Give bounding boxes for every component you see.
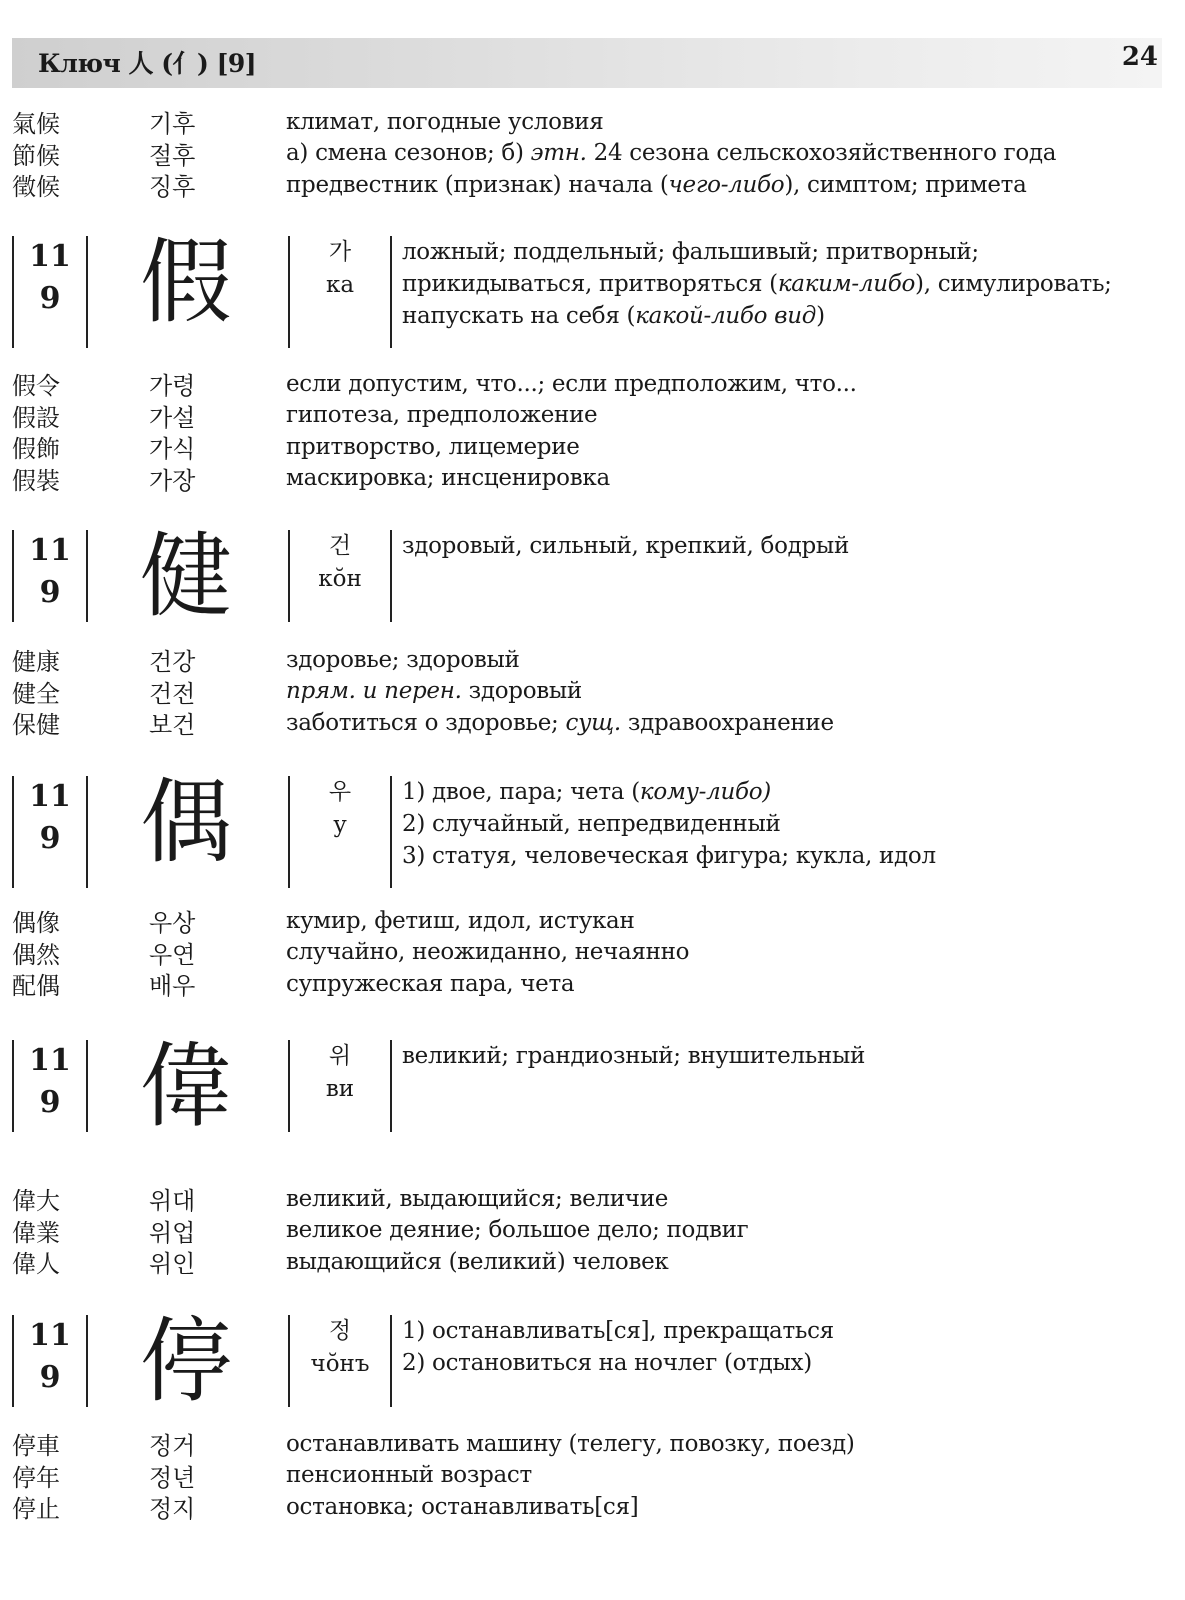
compound-hanja: 保健 [12,711,60,740]
stroke-counts [12,776,88,888]
text-part: а) смена сезонов; б) [286,140,531,167]
character-meanings [402,530,849,562]
text-part: здоровый, сильный, крепкий, бодрый [402,533,849,559]
text-part: ложный; поддельный; фальшивый; притворный; [402,239,979,265]
character-entry [12,1308,1162,1415]
stroke-total: 11 [29,779,71,814]
text-part: ), симулировать; [915,271,1112,297]
compound-hangul: 정년 [149,1463,196,1492]
compound-word-row [12,905,1162,937]
compound-hangul: 징후 [149,173,196,202]
text-part: случайно, неожиданно, нечаянно [286,939,690,966]
compound-hangul: 건강 [149,648,196,677]
reading-cyrillic: у [333,812,347,838]
text-part: притворство, лицемерие [286,433,580,460]
stroke-total: 11 [29,1318,71,1353]
text-part: остановка; останавливать[ся] [286,1493,639,1520]
reading-hangul: 건 [328,533,352,559]
character-entry [12,523,1162,630]
compound-word-row [12,1183,1162,1215]
compound-word-row [12,1215,1162,1247]
stroke-counts [12,530,88,622]
meaning-line [402,1040,865,1072]
compound-hanja: 氣候 [12,110,60,139]
compound-hanja: 健康 [12,648,60,677]
reading-hangul: 가 [328,239,352,265]
compound-hangul: 보건 [149,711,196,740]
compound-hangul: 가장 [149,466,196,495]
compound-meaning [286,402,1162,428]
character-reading [288,776,392,888]
compound-hangul: 절후 [149,141,196,170]
compound-word-row [12,707,1162,739]
compound-meaning [286,434,1162,460]
character-meanings [402,1040,865,1072]
compound-word-row [12,1246,1162,1278]
headword-character: 偶 [140,769,233,876]
compound-meaning [286,710,1162,736]
compound-meaning [286,1462,1162,1488]
compound-meaning [286,939,1162,965]
meaning-line [402,840,936,872]
compound-hangul: 기후 [149,110,196,139]
stroke-extra: 9 [39,821,61,856]
text-part: маскировка; инсценировка [286,465,610,492]
compound-word-row [12,644,1162,676]
compound-hanja: 徵候 [12,173,60,202]
compound-hanja: 停年 [12,1463,60,1492]
compound-hanja: 停止 [12,1495,60,1524]
meaning-line [402,300,1112,332]
text-part: великое деяние; большое дело; подвиг [286,1217,749,1244]
compound-hangul: 건전 [149,679,196,708]
text-part: предвестник (признак) начала ( [286,171,669,198]
text-part: 3) статуя, человеческая фигура; кукла, идол [402,843,936,869]
compound-hanja: 假令 [12,372,60,401]
headword-character: 停 [140,1308,233,1415]
compound-hangul: 가식 [149,435,196,464]
text-part: ) [816,303,825,329]
italic-note: прям. и перен. [286,678,462,705]
text-part: выдающийся (великий) человек [286,1248,669,1275]
compound-word-list [12,368,1162,494]
text-part: останавливать машину (телегу, повозку, поезд) [286,1430,855,1457]
text-part: напускать на себя ( [402,303,636,329]
text-part: пенсионный возраст [286,1462,532,1489]
text-part: великий, выдающийся; величие [286,1185,669,1212]
text-part: заботиться о здоровье; [286,709,566,736]
italic-note: каким-либо [777,271,916,297]
compound-meaning [286,1186,1162,1212]
compound-word-list [12,106,1162,201]
reading-cyrillic: кŏн [318,566,362,592]
headword-character: 健 [140,523,233,630]
compound-hangul: 우상 [149,909,196,938]
compound-hanja: 假裝 [12,466,60,495]
compound-word-row [12,1491,1162,1523]
compound-hangul: 우연 [149,940,196,969]
compound-word-row [12,937,1162,969]
stroke-total: 11 [29,239,71,274]
meaning-line [402,1347,834,1379]
character-meanings [402,236,1112,332]
reading-cyrillic: ви [325,1076,355,1102]
character-reading [288,1040,392,1132]
compound-hanja: 偶像 [12,909,60,938]
stroke-counts [12,1315,88,1407]
text-part: супружеская пара, чета [286,970,575,997]
stroke-counts [12,1040,88,1132]
compound-hangul: 위인 [149,1250,196,1279]
reading-cyrillic: чŏнъ [310,1351,370,1377]
stroke-extra: 9 [39,1360,61,1395]
compound-meaning [286,678,1162,704]
compound-hanja: 健全 [12,679,60,708]
compound-hangul: 정거 [149,1432,196,1461]
text-part: здоровье; здоровый [286,646,520,673]
compound-word-list [12,905,1162,1000]
stroke-total: 11 [29,1043,71,1078]
reading-hangul: 정 [328,1318,352,1344]
compound-meaning [286,908,1162,934]
compound-hanja: 假設 [12,403,60,432]
compound-meaning [286,1494,1162,1520]
compound-meaning [286,647,1162,673]
compound-hangul: 위업 [149,1218,196,1247]
compound-meaning [286,1249,1162,1275]
text-part: 24 сезона сельскохозяйственного года [586,140,1057,167]
text-part: если допустим, что...; если предположим, что... [286,370,857,397]
stroke-counts [12,236,88,348]
italic-note: какой-либо вид [635,303,817,329]
compound-hanja: 節候 [12,141,60,170]
italic-note: сущ. [565,709,621,736]
compound-hanja: 偉人 [12,1250,60,1279]
meaning-line [402,776,936,808]
compound-hangul: 위대 [149,1187,196,1216]
meaning-line [402,236,1112,268]
compound-hangul: 가령 [149,372,196,401]
stroke-extra: 9 [39,575,61,610]
character-entry [12,769,1162,888]
text-part: климат, погодные условия [286,108,604,135]
compound-meaning [286,1431,1162,1457]
character-reading [288,1315,392,1407]
text-part: великий; грандиозный; внушительный [402,1043,866,1069]
compound-word-list [12,1183,1162,1278]
compound-hanja: 配偶 [12,972,60,1001]
compound-word-list [12,1428,1162,1523]
radical-title: Ключ 人 (亻) [9] [38,49,257,78]
compound-word-row [12,169,1162,201]
compound-word-row [12,463,1162,495]
compound-word-row [12,1460,1162,1492]
text-part: здравоохранение [620,709,834,736]
compound-meaning [286,371,1162,397]
compound-word-row [12,431,1162,463]
stroke-extra: 9 [39,1085,61,1120]
character-reading [288,530,392,622]
compound-word-row [12,968,1162,1000]
meaning-line [402,808,936,840]
compound-meaning [286,1217,1162,1243]
compound-word-row [12,400,1162,432]
compound-hanja: 偉大 [12,1187,60,1216]
italic-note: этн. [530,140,587,167]
compound-meaning [286,172,1162,198]
headword-character: 假 [140,229,233,336]
text-part: гипотеза, предположение [286,402,598,429]
compound-hanja: 停車 [12,1432,60,1461]
headword-character: 偉 [140,1033,233,1140]
compound-word-row [12,368,1162,400]
character-reading [288,236,392,348]
compound-word-row [12,138,1162,170]
meaning-line [402,268,1112,300]
compound-hanja: 偉業 [12,1218,60,1247]
compound-meaning [286,465,1162,491]
meaning-line [402,1315,834,1347]
stroke-extra: 9 [39,281,61,316]
compound-hangul: 정지 [149,1495,196,1524]
text-part: 2) случайный, непредвиденный [402,811,781,837]
text-part: прикидываться, притворяться ( [402,271,778,297]
compound-hanja: 偶然 [12,940,60,969]
reading-cyrillic: ка [325,272,355,298]
compound-word-row [12,1428,1162,1460]
compound-word-row [12,106,1162,138]
compound-word-list [12,644,1162,739]
meaning-line [402,530,849,562]
page-number: 24 [1121,42,1158,72]
text-part: ), симптом; примета [784,171,1027,198]
character-entry [12,229,1162,348]
compound-meaning [286,971,1162,997]
compound-meaning [286,140,1162,166]
text-part: здоровый [461,678,582,705]
italic-note: кому-либо) [639,779,771,805]
character-entry [12,1033,1162,1140]
reading-hangul: 우 [328,779,352,805]
compound-hangul: 배우 [149,972,196,1001]
compound-meaning [286,109,1162,135]
text-part: кумир, фетиш, идол, истукан [286,907,635,934]
compound-hangul: 가설 [149,403,196,432]
text-part: 1) останавливать[ся], прекращаться [402,1318,834,1344]
italic-note: чего-либо [668,171,785,198]
compound-hanja: 假飾 [12,435,60,464]
character-meanings [402,1315,834,1379]
page-header [12,38,1162,88]
reading-hangul: 위 [328,1043,352,1069]
character-meanings [402,776,936,872]
text-part: 1) двое, пара; чета ( [402,779,640,805]
compound-word-row [12,676,1162,708]
stroke-total: 11 [29,533,71,568]
text-part: 2) остановиться на ночлег (отдых) [402,1350,812,1376]
